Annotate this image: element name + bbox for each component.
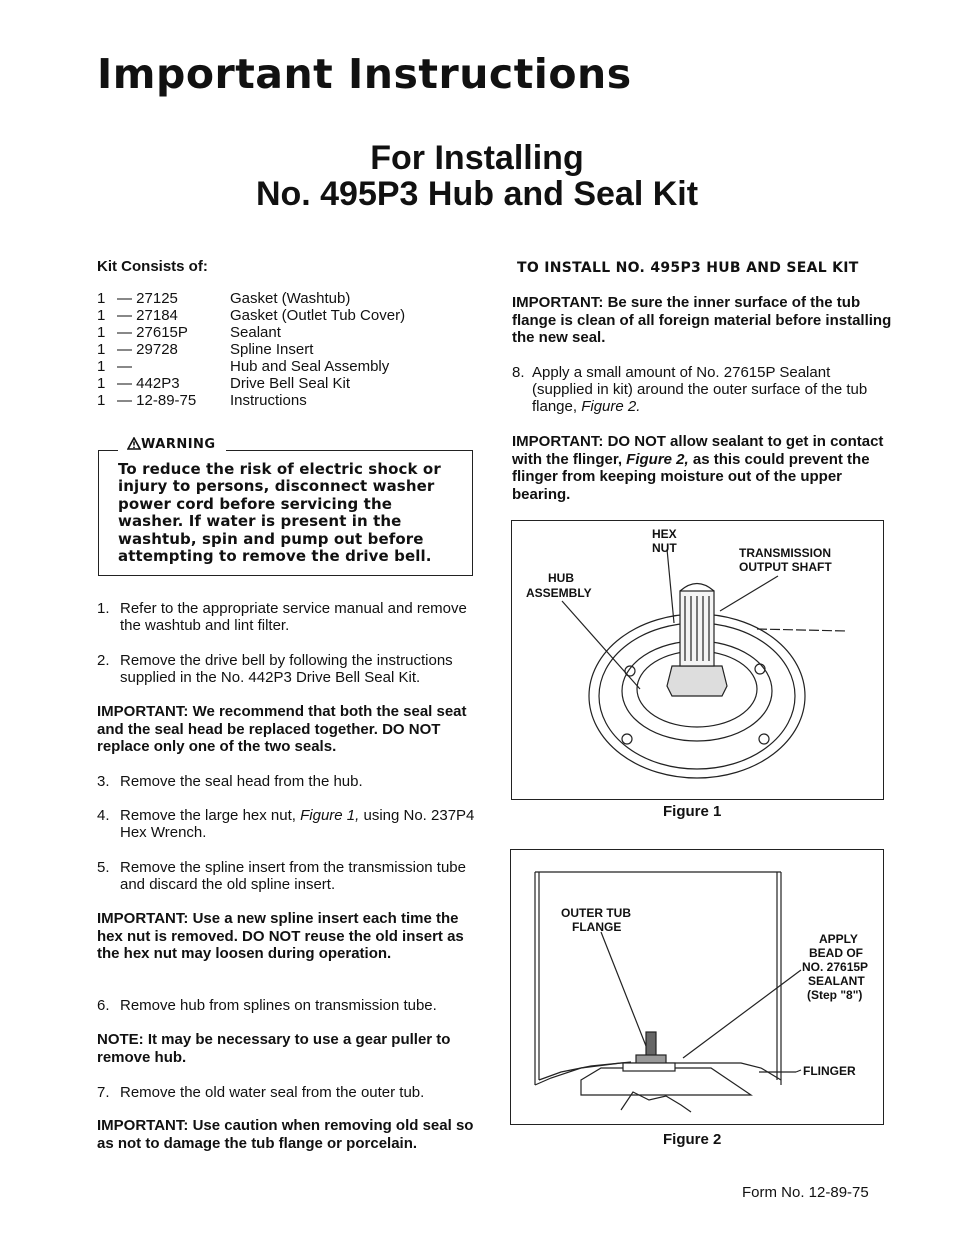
install-important-2: IMPORTANT: DO NOT allow sealant to get in contact with the flinger, Figure 2, as this could prevent the flinger from keeping moisture out of the upper bearing. [512, 433, 884, 503]
step-8: 8. Apply a small amount of No. 27615P Sealant (supplied in kit) around the outer surface of the tub flange, Figure 2. [512, 364, 868, 415]
note: NOTE: It may be necessary to use a gear puller to remove hub. [97, 1031, 451, 1066]
figure-2-caption: Figure 2 [663, 1131, 722, 1148]
fig1-label-hex: HEX [652, 527, 677, 541]
install-heading: TO INSTALL NO. 495P3 HUB AND SEAL KIT [517, 260, 859, 276]
fig1-label-output-shaft: OUTPUT SHAFT [739, 560, 832, 574]
fig1-label-assembly: ASSEMBLY [526, 586, 592, 600]
form-number: Form No. 12-89-75 [742, 1184, 869, 1201]
warning-rule-left [98, 450, 118, 451]
figure-1 [511, 520, 884, 800]
page-title: Important Instructions [97, 50, 632, 98]
step-7: 7. Remove the old water seal from the outer tub. [97, 1084, 425, 1101]
step-1: 1. Refer to the appropriate service manual and remove the washtub and lint filter. [97, 600, 467, 634]
fig1-label-hub: HUB [548, 571, 574, 585]
figure-2 [510, 849, 884, 1125]
warning-text: To reduce the risk of electric shock or injury to persons, disconnect washer power cord before servicing the washer. If water is present in the washtub, spin and pump out before attempting to remove the drive bell. [118, 460, 441, 566]
fig1-label-nut: NUT [652, 541, 677, 555]
important-note-2: IMPORTANT: Use a new spline insert each time the hex nut is removed. DO NOT reuse the old insert as the hex nut may loosen during operation. [97, 910, 464, 962]
step-6: 6. Remove hub from splines on transmission tube. [97, 997, 437, 1014]
step-4: 4. Remove the large hex nut, Figure 1, using No. 237P4 Hex Wrench. [97, 807, 475, 841]
step-5: 5. Remove the spline insert from the transmission tube and discard the old spline insert. [97, 859, 466, 893]
fig2-label-part-no: NO. 27615P [802, 960, 869, 974]
subtitle-line-2: No. 495P3 Hub and Seal Kit [255, 175, 699, 213]
fig2-label-step: (Step "8") [807, 988, 863, 1002]
subtitle-line-1: For Installing [370, 139, 584, 177]
install-important-1: IMPORTANT: Be sure the inner surface of the tub flange is clean of all foreign material before installing the new seal. [512, 294, 892, 346]
fig2-label-flinger: FLINGER [803, 1064, 856, 1078]
important-note-3: IMPORTANT: Use caution when removing old seal so as not to damage the tub flange or porcelain. [97, 1117, 474, 1152]
fig2-label-outer-tub: OUTER TUB [561, 906, 631, 920]
step-2: 2. Remove the drive bell by following the instructions supplied in the No. 442P3 Drive Bell Seal Kit. [97, 652, 453, 686]
kit-heading: Kit Consists of: [97, 258, 208, 275]
step-3: 3. Remove the seal head from the hub. [97, 773, 363, 790]
important-note-1: IMPORTANT: We recommend that both the seal seat and the seal head be replaced together. DO NOT replace only one of the two seals. [97, 703, 467, 755]
warning-label: WARNING [141, 437, 216, 452]
fig2-label-apply: APPLY [819, 932, 858, 946]
warning-triangle-icon [127, 437, 141, 450]
fig2-label-flange: FLANGE [572, 920, 622, 934]
fig2-label-bead-of: BEAD OF [809, 946, 863, 960]
fig2-label-sealant: SEALANT [808, 974, 865, 988]
fig1-label-transmission: TRANSMISSION [739, 546, 832, 560]
figure-1-caption: Figure 1 [663, 803, 722, 820]
warning-rule-right [226, 450, 473, 451]
